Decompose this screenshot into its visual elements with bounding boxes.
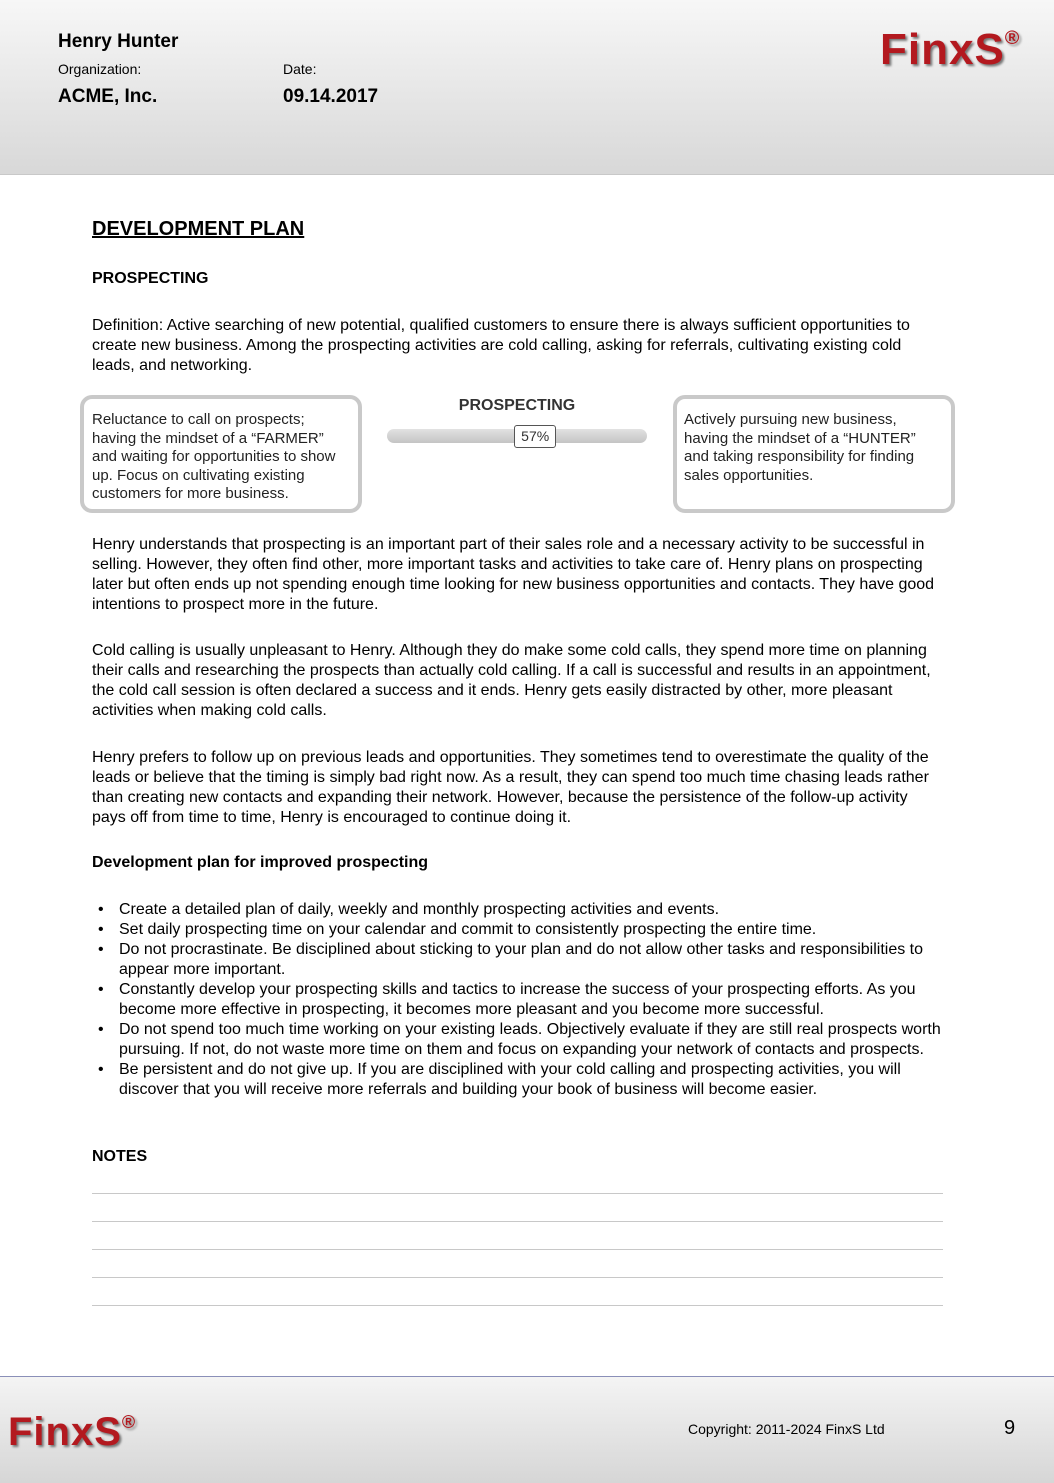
page-number: 9 xyxy=(1004,1417,1016,1439)
notes-line xyxy=(92,1277,943,1278)
section-subtitle: PROSPECTING xyxy=(92,270,209,287)
page-footer xyxy=(0,1376,1054,1483)
notes-line xyxy=(92,1221,943,1222)
paragraph-2: Cold calling is usually unpleasant to Henry. Although they do make some cold calls, they spend more time on planning their calls and researching the prospects than actually cold calling. If a call is successful and results in an appointment, the cold call session is often declared a success and it ends. Henry gets easily distracted by other, more pleasant activities when making cold calls. xyxy=(92,642,931,719)
notes-line xyxy=(92,1193,943,1194)
list-item: • Do not spend too much time working on your existing leads. Objectively evaluate if they are still real prospects worth pursuing. If not, do not waste more time on them and focus on expanding your network of contacts and prospects. xyxy=(92,1020,952,1060)
scale-low-description: Reluctance to call on prospects; having the mindset of a “FARMER” and waiting for opportunities to show up. Focus on cultivating existing customers for more business. xyxy=(80,395,362,513)
plan-heading: Development plan for improved prospecting xyxy=(92,854,429,871)
logo-text: FinxS xyxy=(880,25,1005,74)
finxs-footer-logo xyxy=(8,1410,136,1455)
paragraph-3: Henry prefers to follow up on previous leads and opportunities. They sometimes tend to overestimate the quality of the leads or believe that the timing is simply bad right now. As a result, they can spend too much time chasing leads rather than creating new contacts and expanding their network. However, because the persistence of the follow-up activity pays off from time to time, Henry is encouraged to continue doing it. xyxy=(92,749,929,826)
finxs-logo xyxy=(880,25,1020,75)
date-label: Date: xyxy=(283,61,317,77)
scale-high-description: Actively pursuing new business, having the mindset of a “HUNTER” and taking responsibility for finding sales opportunities. xyxy=(673,395,955,513)
registered-mark: ® xyxy=(1004,27,1021,49)
person-name: Henry Hunter xyxy=(58,31,179,52)
page-header xyxy=(0,0,1054,175)
registered-mark: ® xyxy=(121,1412,137,1432)
copyright-text: Copyright: 2011-2024 FinxS Ltd xyxy=(688,1421,885,1437)
scale-value: 57% xyxy=(514,425,556,448)
organization-label: Organization: xyxy=(58,61,142,77)
list-item: • Create a detailed plan of daily, weekly and monthly prospecting activities and events. xyxy=(92,900,952,920)
definition-text: Definition: Active searching of new potential, qualified customers to ensure there is always sufficient opportunities to create new business. Among the prospecting activities are cold calling, asking for referrals, cultivating existing cold leads, and networking. xyxy=(92,317,910,374)
scale-title: PROSPECTING xyxy=(458,397,576,414)
list-item: • Constantly develop your prospecting skills and tactics to increase the success of your prospecting efforts. As you become more effective in prospecting, it becomes more pleasant and you become more successful. xyxy=(92,980,952,1020)
list-item: • Be persistent and do not give up. If you are disciplined with your cold calling and prospecting activities, you will discover that you will receive more referrals and building your book of business will become easier. xyxy=(92,1060,952,1100)
organization-value: ACME, Inc. xyxy=(58,86,158,107)
logo-text: FinxS xyxy=(8,1410,122,1454)
paragraph-1: Henry understands that prospecting is an important part of their sales role and a necessary activity to be successful in selling. However, they often find other, more important tasks and activities to take care of. Henry plans on prospecting later but often ends up not spending enough time looking for new business opportunities and contacts. They have good intentions to prospect more in the future. xyxy=(92,536,935,613)
notes-line xyxy=(92,1305,943,1306)
plan-list xyxy=(92,900,952,1100)
list-item: • Set daily prospecting time on your calendar and commit to consistently prospecting the entire time. xyxy=(92,920,952,940)
page-title: DEVELOPMENT PLAN xyxy=(92,218,305,240)
notes-line xyxy=(92,1249,943,1250)
date-value: 09.14.2017 xyxy=(283,86,379,107)
notes-heading: NOTES xyxy=(92,1148,148,1165)
list-item: • Do not procrastinate. Be disciplined about sticking to your plan and do not allow other tasks and responsibilities to appear more important. xyxy=(92,940,952,980)
